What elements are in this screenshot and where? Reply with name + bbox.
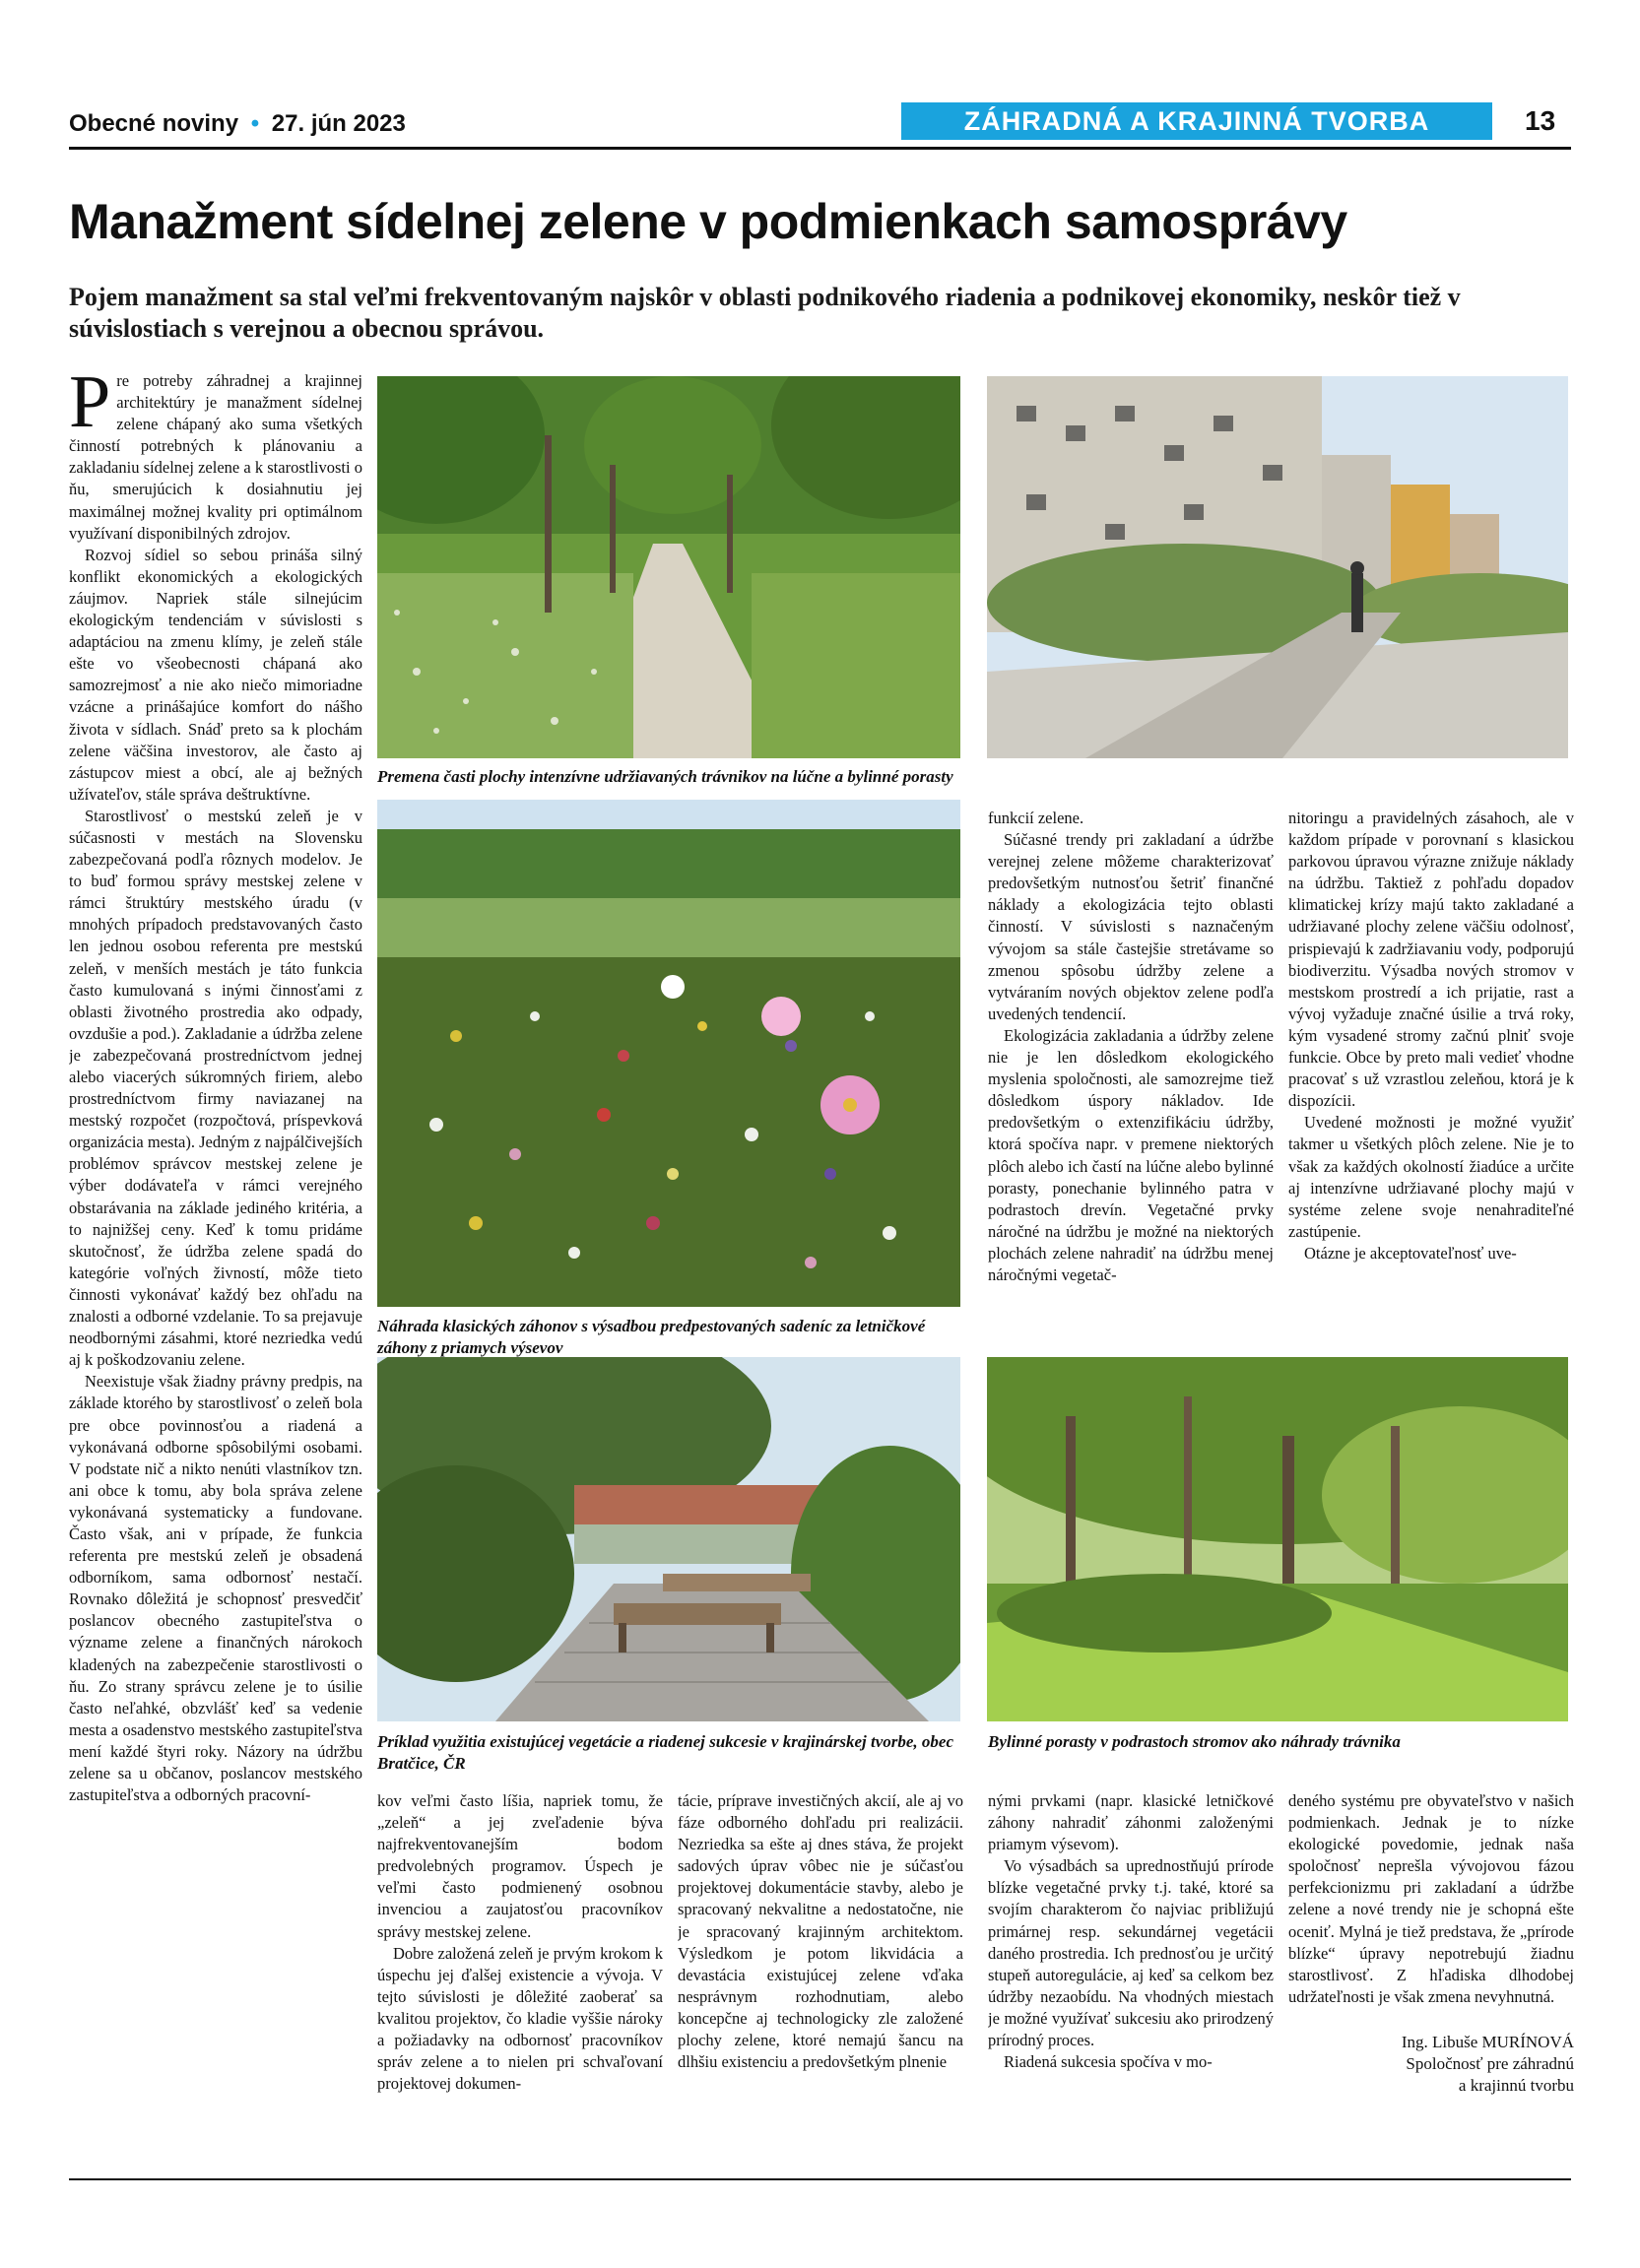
photo-woodland-understory	[987, 1357, 1568, 1721]
paragraph: Pre potreby záhradnej a krajinnej architektúry je manažment sídelnej zelene chápaný ako suma všetkých činností potrebných k plánovaniu a zakladaniu sídelnej zelene a k starostlivosti o ňu, smerujúcich k dosiahnutiu jej maximálnej možnej kvality pri optimálnom využívaní disponibilných zdrojov.	[69, 370, 362, 543]
paragraph: nitoringu a pravidelných zásahoch, ale v každom prípade v porovnaní s klasickou parkovou úpravou výrazne znižuje náklady na údržbu. Taktiež z pohľadu dopadov klimatickej krízy majú takto zakladané a udržiavané plochy zelene väčšiu odolnosť, prispievajú k zadržiavaniu vody, podporujú biodiverzitu. Výsadba nových stromov v mestskom prostredí a ich prijatie, rast a vývoj vyžaduje značné úsilie a trvá roky, kým vysadené stromy začnú plniť svoje funkcie. Obce by preto mali vedieť vhodne pracovať s už vzrastlou zeleňou, ktorá je k dispozícii.	[1288, 809, 1574, 1111]
text-column-1	[69, 370, 362, 2123]
photo-caption-1: Premena časti plochy intenzívne udržiavaných trávnikov na lúčne a bylinné porasty	[377, 767, 953, 786]
text-column-2	[377, 1790, 663, 2165]
paragraph: Dobre založená zeleň je prvým krokom k úspechu jej ďalšej existencie a vývoja. V tejto súvislosti je dôležité zaoberať sa kvalitou projektov, čo kladie vyššie nároky a požiadavky na odbornosť pracovníkov správ zelene a to nielen pri schvaľovaní projektovej dokumen-	[377, 1943, 663, 2094]
text-column-3	[678, 1790, 963, 2165]
paragraph: Neexistuje však žiadny právny predpis, na základe ktorého by starostlivosť o zeleň bola pre obce povinnosťou a riadená a vykonávaná odborne spôsobilými osobami. V podstate nič a nikto nenúti vlastníkov tzn. ani obce k tomu, aby bola správa zelene vykonávaná systematicky a fundovane. Často však, ani v prípade, že funkcia referenta pre mestskú zeleň je obsadená odborníkom, sama odbornosť nestačí. Rovnako dôležitá je schopnosť presvedčiť poslancov obecného zastupiteľstva o význame zelene a finančných nárokoch kladených na zabezpečenie starostlivosti o ňu. Zo strany správcu zelene je to úsilie často neľahké, obzvlášť keď sa vedenie mesta a osadenstvo mestského zastupiteľstva mení každé štyri roky. Názory na údržbu zelene sa u občanov, poslancov mestského zastupiteľstva a odborných pracovní-	[69, 1372, 362, 1805]
author-block	[1288, 2032, 1574, 2097]
photo-meadow-path	[377, 376, 960, 758]
text-column-4a	[988, 808, 1274, 1359]
author-affiliation-line2: a krajinnú tvorbu	[1458, 2076, 1574, 2095]
text-column-5b	[1288, 1790, 1574, 2027]
page-number: 13	[1525, 105, 1556, 136]
text-column-5a	[1288, 808, 1574, 1359]
paragraph: funkcií zelene.	[988, 809, 1084, 827]
article-lead: Pojem manažment sa stal veľmi frekventovaným najskôr v oblasti podnikového riadenia a podnikovej ekonomiky, neskôr tiež v súvislostiach s verejnou a obecnou správou.	[69, 283, 1461, 343]
paragraph: Otázne je akceptovateľnosť uve-	[1304, 1243, 1517, 1263]
paragraph: nými prvkami (napr. klasické letničkové záhony nahradiť záhonmi založenými priamym výsevom).	[988, 1791, 1274, 1854]
photo-boardwalk-benches	[377, 1357, 960, 1721]
article-title: Manažment sídelnej zelene v podmienkach samosprávy	[69, 194, 1347, 249]
paragraph: deného systému pre obyvateľstvo v našich podmienkach. Jednak je to nízke ekologické povedomie, jednak naša spoločnosť neprešla vývojovou fázou perfekcionizmu pri zakladaní a údržbe zelene a nové trendy nie je schopná ešte oceniť. Mylná je tiež predstava, že „prírode blízke“ úpravy nepotrebujú žiadnu starostlivosť. Z hľadiska dlhodobej udržateľnosti je však zmena nevyhnutná.	[1288, 1791, 1574, 2006]
paragraph: tácie, príprave investičných akcií, ale aj vo fáze odborného dohľadu pri realizácii. Nezriedka sa ešte aj dnes stáva, že projekt sadových úprav vôbec nie je súčasťou projektovej dokumentácie stavby, alebo je spracovaný nekvalitne a nedostatočne, nie je spracovaný krajinným architektom. Výsledkom je potom likvidácia a devastácia existujúcej zelene vďaka nesprávnym rozhodnutiam, alebo koncepčne aj technologicky zle založené plochy zelene, ktoré nemajú šancu na dlhšiu existenciu a predovšetkým plnenie	[678, 1791, 963, 2072]
photo-caption-3: Príklad využitia existujúcej vegetácie a riadenej sukcesie v krajinárskej tvorbe, obec Bratčice, ČR	[377, 1732, 953, 1773]
masthead	[69, 110, 406, 138]
header-rule	[69, 147, 1571, 150]
drop-cap: P	[69, 370, 111, 443]
paragraph: Riadená sukcesia spočíva v mo-	[1004, 2052, 1213, 2072]
separator-dot: •	[250, 110, 260, 137]
author-name: Ing. Libuše MURÍNOVÁ	[1401, 2033, 1574, 2051]
photo-caption-4: Bylinné porasty v podrastoch stromov ako náhrady trávnika	[988, 1732, 1401, 1751]
issue-date: 27. jún 2023	[271, 110, 406, 137]
paragraph: Súčasné trendy pri zakladaní a údržbe verejnej zelene môžeme charakterizovať predovšetkým nutnosťou šetriť finančné náklady a ekologizácia tejto oblasti činností. V súvislosti s naznačeným vývojom sa stále častejšie stretávame so zmenou spôsobu údržby zelene a vytváraním nových objektov zelene podľa uvedených tendencií.	[988, 830, 1274, 1023]
paragraph: Starostlivosť o mestskú zeleň je v súčasnosti v mestách na Slovensku zabezpečovaná podľa rôznych modelov. Je to buď formou správy mestskej zelene v rámci štruktúry mestského úradu (v mnohých prípadoch predstavovaných často len jednou osobou referenta pre mestskú zeleň, v menších mestách je táto funkcia často kumulovaná s inými činnosťami z oblasti životného prostredia ako odpady, ovzdušie a pod.). Zakladanie a údržba zelene je zabezpečovaná prostredníctvom jednej alebo viacerých súkromných firiem, alebo prostredníctvom firmy naviazanej na mestský rozpočet (rozpočtová, príspevková organizácia mesta). Jedným z najpálčivejších problémov správcov mestskej zelene je výber dodávateľa v rámci verejného obstarávania na základe jediného kritéria, a to najnižšej ceny. Keď k tomu pridáme skutočnosť, že údržba zelene spadá do kategórie voľných živností, môže tieto činnosti vykonávať každý bez ohľadu na znalosti a odborné vzdelanie. To sa prejavuje neodbornými zásahmi, ktoré nezriedka vedú aj k poškodzovaniu zelene.	[69, 806, 362, 1370]
paragraph: Ekologizácia zakladania a údržby zelene nie je len dôsledkom ekologického myslenia spoločnosti, ale samozrejme tiež dôsledkom úspory nákladov. Ide predovšetkým o extenzifikáciu údržby, ktorá spočíva napr. v premene niektorých plôch alebo ich častí na lúčne alebo bylinné porasty, ponechanie bylinného patra v podrastoch drevín. Vegetačné prvky náročné na údržbu je možné na niektorých plochách zelene nahradiť na údržbu menej náročnými vegetač-	[988, 1025, 1274, 1284]
paragraph: Rozvoj sídiel so sebou prináša silný konflikt ekonomických a ekologických záujmov. Napriek stále silnejúcim ekologickým tendenciám v súvislosti s adaptáciou na zmenu klímy, je zeleň stále ešte vo všeobecnosti chápaná ako samozrejmosť a nie ako niečo mimoriadne vzácne a prinášajúce komfort do nášho života v sídlach. Snáď preto sa k plochám zelene väčšina investorov, ale často aj zástupcov miest a obcí, ale aj bežných užívateľov, stále správa deštruktívne.	[69, 545, 362, 804]
text-column-4b	[988, 1790, 1274, 2165]
paragraph: kov veľmi často líšia, napriek tomu, že „zeleň“ a jej zveľadenie býva najfrekventovanejším bodom predvolebných programov. Úspech je veľmi často podmienený osobnou invenciou a zaujatosťou pracovníkov správy mestskej zelene.	[377, 1791, 663, 1941]
paragraph: Vo výsadbách sa uprednostňujú prírode blízke vegetačné prvky t.j. také, ktoré sa svojím charakterom čo najviac približujú primárnej resp. sekundárnej vegetácii daného prostredia. Ich prednosťou je určitý stupeň autoregulácie, aj keď sa celkom bez údržby nezaobídu. Na vhodných miestach je možné využívať sukcesiu ako prirodzený prírodný proces.	[988, 1856, 1274, 2050]
author-affiliation-line1: Spoločnosť pre záhradnú	[1406, 2054, 1574, 2073]
section-label: ZÁHRADNÁ A KRAJINNÁ TVORBA	[901, 102, 1492, 140]
photo-caption-2: Náhrada klasických záhonov s výsadbou predpestovaných sadeníc za letničkové záhony z priamych výsevov	[377, 1317, 926, 1357]
photo-flower-bed	[377, 800, 960, 1307]
paragraph: Uvedené možnosti je možné využiť takmer u všetkých plôch zelene. Nie je to však za každých okolností žiadúce a určite aj intenzívne udržiavané plochy majú v systéme zelene svoje nenahraditeľné zastúpenie.	[1288, 1113, 1574, 1241]
footer-rule	[69, 2178, 1571, 2180]
photo-housing-estate	[987, 376, 1568, 758]
paper-name: Obecné noviny	[69, 110, 239, 137]
